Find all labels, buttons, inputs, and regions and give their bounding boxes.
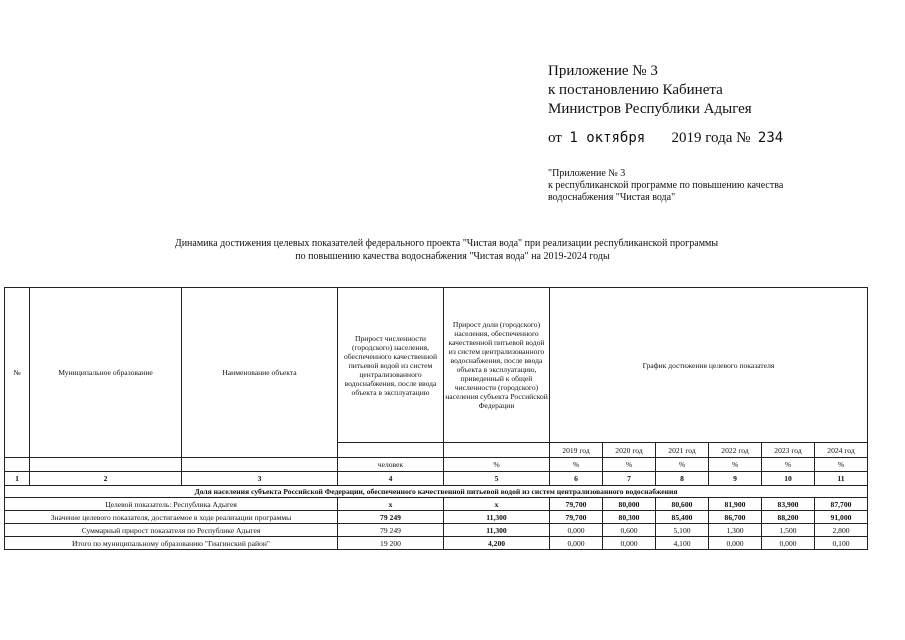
date-prefix: от [548, 130, 562, 146]
row-value: 4,100 [656, 537, 709, 550]
title-line-2: по повышению качества водоснабжения "Чистая вода" на 2019-2024 годы [295, 251, 610, 262]
unit-cell: % [656, 458, 709, 472]
row-share: x [444, 498, 550, 511]
unit-cell-empty [182, 458, 338, 472]
table-row [5, 511, 868, 524]
column-number: 7 [603, 472, 656, 486]
header-growth-population: Прирост численности (городского) населения, обеспеченного качественной питьевой водой из систем централизованного водоснабжения, после ввода объекта в эксплуатацию [338, 288, 444, 443]
row-value: 5,100 [656, 524, 709, 537]
date-year: 2019 года № [671, 130, 751, 146]
quote-line-2: к республиканской программе по повышению качества [548, 180, 784, 191]
row-value: 88,200 [762, 511, 815, 524]
row-value: 80,300 [603, 511, 656, 524]
row-label: Значение целевого показателя, достигаемое в ходе реализации программы [5, 511, 338, 524]
annex-line-3: Министров Республики Адыгея [548, 101, 752, 117]
annex-line-2: к постановлению Кабинета [548, 82, 723, 98]
row-population: 79 249 [338, 524, 444, 537]
row-value: 83,900 [762, 498, 815, 511]
row-population: 19 200 [338, 537, 444, 550]
row-value: 91,000 [815, 511, 868, 524]
row-share: 4,200 [444, 537, 550, 550]
unit-cell-empty [5, 458, 30, 472]
row-value: 0,000 [550, 524, 603, 537]
column-number: 5 [444, 472, 550, 486]
row-label: Итого по муниципальному образованию "Гиагинский район" [5, 537, 338, 550]
row-value: 86,700 [709, 511, 762, 524]
row-share: 11,300 [444, 511, 550, 524]
column-number: 9 [709, 472, 762, 486]
column-number: 2 [30, 472, 182, 486]
unit-cell: % [709, 458, 762, 472]
header-object: Наименование объекта [182, 288, 338, 458]
row-value: 81,900 [709, 498, 762, 511]
quote-line-3: водоснабжения "Чистая вода" [548, 192, 676, 203]
section-title: Доля населения субъекта Российской Федерации, обеспеченного качественной питьевой водой из систем централизованного водоснабжения [5, 486, 868, 498]
decree-number: 234 [757, 130, 784, 146]
row-population: x [338, 498, 444, 511]
row-value: 0,000 [550, 537, 603, 550]
row-value: 79,700 [550, 511, 603, 524]
indicators-table [4, 287, 868, 550]
table-row [5, 498, 868, 511]
annex-line-1: Приложение № 3 [548, 63, 658, 79]
header-schedule: График достижения целевого показателя [550, 288, 868, 443]
table-row [5, 537, 868, 550]
header-year: 2019 год [550, 443, 603, 458]
row-population: 79 249 [338, 511, 444, 524]
unit-cell: % [603, 458, 656, 472]
table-row [5, 524, 868, 537]
unit-cell-empty [30, 458, 182, 472]
header-year: 2020 год [603, 443, 656, 458]
row-value: 0,100 [815, 537, 868, 550]
row-value: 0,600 [603, 524, 656, 537]
column-number: 11 [815, 472, 868, 486]
row-value: 0,000 [603, 537, 656, 550]
quote-block [548, 168, 783, 204]
header-no: № [5, 288, 30, 458]
row-value: 80,000 [603, 498, 656, 511]
row-value: 0,000 [709, 537, 762, 550]
unit-cell: % [762, 458, 815, 472]
header-municipality: Муниципальное образование [30, 288, 182, 458]
row-value: 80,600 [656, 498, 709, 511]
row-share: 11,300 [444, 524, 550, 537]
header-year: 2023 год [762, 443, 815, 458]
row-value: 79,700 [550, 498, 603, 511]
column-number: 6 [550, 472, 603, 486]
unit-cell: % [815, 458, 868, 472]
row-label: Целевой показатель: Республика Адыгея [5, 498, 338, 511]
quote-line-1: "Приложение № 3 [548, 168, 626, 179]
header-year: 2021 год [656, 443, 709, 458]
column-number: 4 [338, 472, 444, 486]
column-number: 3 [182, 472, 338, 486]
row-value: 1,300 [709, 524, 762, 537]
decree-date-line [548, 130, 783, 147]
row-value: 0,000 [762, 537, 815, 550]
row-value: 85,400 [656, 511, 709, 524]
unit-cell: % [550, 458, 603, 472]
title-line-1: Динамика достижения целевых показателей федерального проекта "Чистая вода" при реализации республиканской программы [174, 238, 719, 249]
header-growth-population-cont [338, 443, 444, 458]
column-number: 1 [5, 472, 30, 486]
column-number: 8 [656, 472, 709, 486]
row-value: 1,500 [762, 524, 815, 537]
annex-header [548, 62, 752, 119]
unit-cell: % [444, 458, 550, 472]
document-title [0, 237, 905, 263]
header-growth-share: Прирост доли (городского) населения, обеспеченного качественной питьевой водой из систем централизованного водоснабжения, после ввода объекта в эксплуатацию, приведенный к общей численности (городского) населения субъекта Российской Федерации [444, 288, 550, 443]
header-growth-share-cont [444, 443, 550, 458]
column-number: 10 [762, 472, 815, 486]
row-label: Суммарный прирост показателя по Республике Адыгея [5, 524, 338, 537]
date-day-month: 1 октября [569, 130, 646, 146]
row-value: 2,800 [815, 524, 868, 537]
unit-cell: человек [338, 458, 444, 472]
header-year: 2024 год [815, 443, 868, 458]
row-value: 87,700 [815, 498, 868, 511]
header-year: 2022 год [709, 443, 762, 458]
